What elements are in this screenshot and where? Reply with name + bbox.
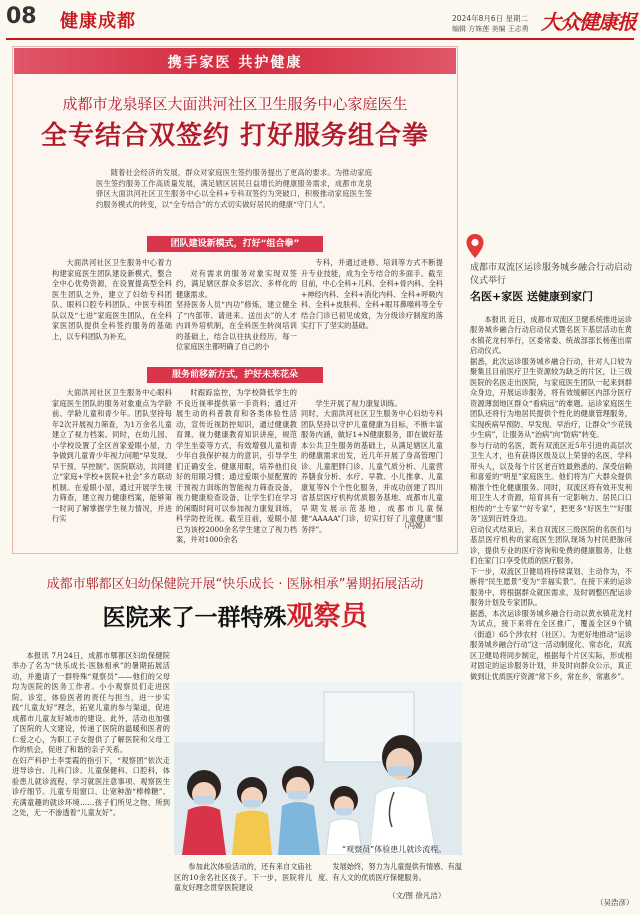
issue-date: 2024年8月6日 星期二 xyxy=(452,14,529,23)
paragraph: 参加此次体验活动的，还有来自文庙社区的10余名社区孩子。下一步，医院将儿童友好理念贯穿医院建设 xyxy=(174,862,312,892)
paragraph: 大面洪河社区卫生服务中心着力构建家庭医生团队建设新模式，整合全中心优势资源，在设置提高型全科医生团队之外，建立了妇幼专科团队、眼科口腔专科团队、中医专科团队以及“七进”家庭医生团队，在全科家医团队提供全科签约服务的基础上，以专科团队为补充， xyxy=(52,258,172,341)
paragraph: 本报讯 近日，成都市双流区卫健系统推进运诊服务城乡融合行动启动仪式暨名医下基层活动在黄水镇花龙村举行，区委常委、统战部部长杨莲出席启动仪式。 据悉，此次运诊服务城乡融合行动，针对人口较为聚集且目前医疗卫生资源较为缺乏的片区，让三级医院的名医走出医院，与家庭医生团队一起来到群众身边，开展运诊服务，将有效缓解区内部分医疗资源薄弱地区群众“看病远”的难题。运诊家庭医生团队还将行为地居民提供个性化的健康管理服务，实现疾病早预防、早发现、早治疗，让群众“少花钱少生病”，让服务从“治病”向“防病”转变。 参与行动的名医，既有双流区近5年引进的高层次卫生人才，也有获得区级及以上荣誉的名医，学科带头人，以及每个片区老百姓最熟悉的、深受信赖和喜爱的“明星”家庭医生。他们将为广大群众提供精准个性化健康服务。同时，双流区将有效开发利用卫生人才资源，培育具有一定影响力、居民口口相传的“土专家”“好专家”，把更多“好医生”“好服务”送到百姓身边。 启动仪式结束后，来自双流区三级医院的名医们与基层医疗机构的家庭医生团队现场为村民把脉问诊，提供专业的医疗咨询和免费的健康服务，让他们在家门口享受优质的医疗服务。 下一步，双流区卫健局将持续谋划、主动作为，不断将“民生愿景”变为“幸福实景”。在接下来的运诊服务中，将根据群众就医需求，及时调整匹配运诊服务计划及专家团队。 据悉，本次运诊服务城乡融合行动以黄水镇花龙村为试点，接下来将在全区推广，覆盖全区9个镇（街道）65个涉农村（社区）。为更好地推动“运诊服务城乡融合行动”这一活动制度化、常态化，双流区卫健局将同步制定，根据每个片区实际，形成相对固定的运诊服务计划，并及时向群众公示，真正做到让优质医疗资源“常下乡，常在乡，常惠乡”。 xyxy=(470,314,632,681)
report-col3 xyxy=(318,862,462,890)
report-byline: （文/图 徐凡洁） xyxy=(388,891,446,900)
paragraph: 发展始终，努力为儿童提供有情感、有温度、有人文的优质医疗保健服务。 xyxy=(318,862,462,882)
paragraph: 大面洪河社区卫生服务中心眼科家庭医生团队的服务对象重点为学龄前、学龄儿童和青少年。团队坚持每年2次开展视力筛查，为1万余名儿童建立了视力档案。同时，在幼儿园、小学校设置了全区首家爱眼小屋，力争做到儿童青少年视力问题“早发现、早干预、早控制”。医院联动，共同建立“家庭+学校+医院+社会”多方联动机制。在爱眼小屋，通过开展学生视力筛查，建立视力健康档案，能够第一时间了解掌握学生视力情况，并进行实 xyxy=(52,388,172,523)
editors-line: 编辑 方姝莲 美编 王志勇 xyxy=(452,25,529,33)
paragraph: 时跟踪监控，为学校降低学生的不良近视率提供第一手资料；通过开展生动的科普教育和各类体验性活动，宣传近视防控知识，通过健康教育课、视力健康教育知识讲座，规范学生坐姿等方式，有效增强儿童和青少年自我保护视力的意识，引导学生们正确安全、健康用眼，培养他们良好的用眼习惯；通过爱眼小屋配置的干预视力训练的智能视力筛查设备，视力健康检查设备，让学生们在学习的闲暇时间可以参加视力康复训练，科学防控近视。截至目前，爱眼小屋已为该校2000余名学生建立了视力档案，并对1000余名 xyxy=(176,388,297,544)
report-headline xyxy=(12,594,458,633)
feature-banner-text: 携手家医 共护健康 xyxy=(167,55,303,71)
feature-intro xyxy=(96,168,372,234)
paragraph: 专科，并通过进修、培训等方式不断提升专业技能，成为全专结合的多面手。截至目前，中心全科+儿科、全科+骨内科、全科+神经内科、全科+消化内科、全科+呼吸内科、全科+皮肤科、全科+眼耳鼻喉科等全专结合门诊已初见成效，为分级诊疗制度的落实打下了坚实的基础。 xyxy=(301,258,443,330)
feature-headline: 全专结合双签约 打好服务组合拳 xyxy=(40,121,430,151)
feature-s2-col2 xyxy=(176,388,297,554)
photo-caption: “观察员”体验患儿就诊流程。 xyxy=(342,845,447,854)
report-col2 xyxy=(174,862,312,902)
page-number: 08 xyxy=(6,4,37,29)
side-body xyxy=(470,304,632,896)
side-byline: （吴浩彦） xyxy=(596,898,634,907)
paragraph: 对有需求的服务对象实现双签约，满足辖区群众多层次、多样化的健康需求。 坚持医务人员“内功”修炼，建立健全了“内部带、请进来、送出去”的人才内训外培机制，在全科医生转岗培训的基础上，结合以往执业经历，每一位家庭医生都明确了自己的小 xyxy=(176,268,297,351)
map-pin-icon xyxy=(465,233,485,259)
paragraph: 本报讯 7月24日，成都市郫都区妇幼保健院举办了名为“快乐成长·医脉相承”的暑期拓展活动，并邀请了一群特殊“观察员”——他们的父母均为医院的医务工作者。小小观察员们走进医院、诊室，体验医者的责任与担当，进一步实践“儿童友好”理念，拓宽儿童的参与渠道，促进成都市儿童友好城市的建设。此外，活动也加强了医院的人文建设，传递了医院的温暖和医者的仁爱之心，为职工子女提供了了解医院和父母工作的机会，促进了和谐的亲子关系。 在妇产科护士李雯霞的指引下，“观察团”依次走进导诊台、儿科门诊、儿童保健科、口腔科，体验患儿就诊流程、学习就医注意事项、观察医生诊疗细节。儿童专用窗口、让宽种游“棒棒糖”、充满童趣的就诊环境……孩子们所见之物、所到之处，无一不渗透着“儿童友好”。 xyxy=(12,650,170,817)
subhead-service-forward: 服务前移新方式，护好未来花朵 xyxy=(147,367,323,383)
feature-s1-col2 xyxy=(176,258,297,362)
feature-s1-col3 xyxy=(301,258,443,362)
masthead-logo: 大众健康报 xyxy=(541,10,636,34)
children-clinic-photo xyxy=(174,682,462,855)
report-kicker: 成都市郫都区妇幼保健院开展“快乐成长 · 医脉相承”暑期拓展活动 xyxy=(46,577,424,592)
feature-kicker: 成都市龙泉驿区大面洪河社区卫生服务中心家庭医生 xyxy=(62,95,408,113)
header-rule xyxy=(6,38,634,40)
feature-intro-text: 随着社会经济的发展，群众对家庭医生签约服务提出了更高的要求。为推动家庭医生签约服务工作高质量发展，满足辖区居民日益增长的健康服务需求，成都市龙泉驿区大面洪河社区卫生服务中心以全科+专科双签约为突破口，积极推动家庭医生签约服务模式的转变，以“全专结合”的方式切实做好居民的健康“守门人”。 xyxy=(96,168,372,209)
feature-byline: （冯媛） xyxy=(400,521,430,530)
report-headline-highlight: 观察员 xyxy=(286,601,368,632)
side-title: 名医+家医 送健康到家门 xyxy=(470,290,594,303)
report-headline-main: 医院来了一群特殊 xyxy=(102,604,287,631)
feature-s2-col1 xyxy=(52,388,172,554)
section-name: 健康成都 xyxy=(60,11,136,32)
paragraph: 学生开展了视力康复训练。 同时，大面洪河社区卫生服务中心妇幼专科团队坚持以守护儿童健康为目标，不断丰富服务内涵，做好1+N健康服务，即在做好基本公共卫生服务的基础上，从满足辖区儿童的健康需求出发，近几年开展了身高管理门诊、儿童肥胖门诊、儿童气质分析、儿童营养膳食分析、水疗、早教、小儿推拿、儿童康复等N个个性化服务，并成功创建了四川省基层医疗机构优质服务基地、成都市儿童早期发展示范基地、成都市儿童保健“AAAAA”门诊，切实打好了儿童健康“服务拌”。 xyxy=(301,398,443,534)
subhead-team-building: 团队建设新模式，打好“组合拳” xyxy=(147,236,323,252)
report-photo xyxy=(174,682,462,855)
feature-s1-col1 xyxy=(52,258,172,362)
side-kicker: 成都市双流区运诊服务城乡融合行动启动仪式举行 xyxy=(470,263,633,286)
report-col1 xyxy=(12,640,170,902)
